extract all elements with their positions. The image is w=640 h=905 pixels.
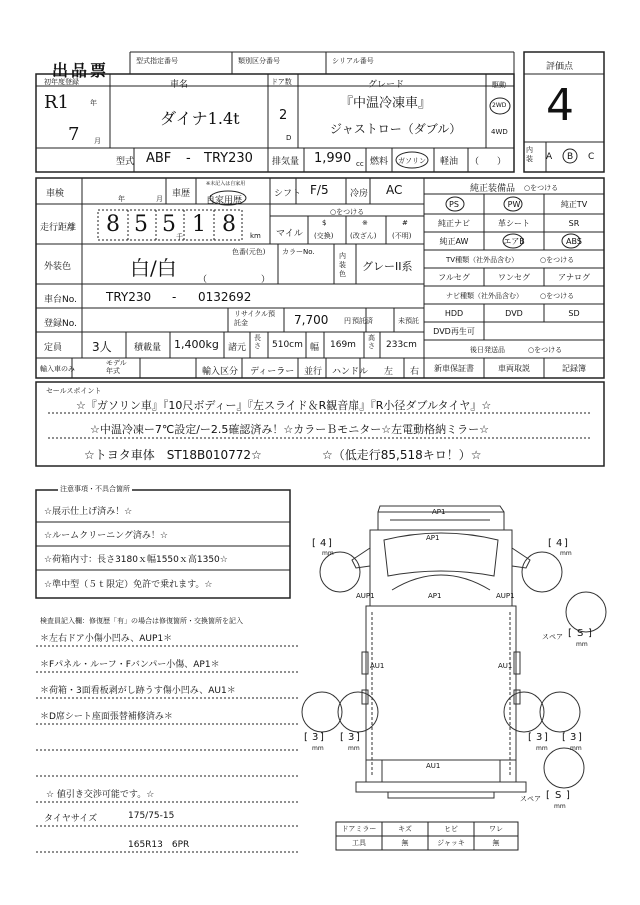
- mileage-digit: 8: [106, 212, 120, 237]
- type-label: 型式: [116, 157, 135, 167]
- model-designation-label: 型式指定番号: [136, 57, 178, 65]
- equipment-item: PW: [507, 199, 521, 209]
- ac-value: AC: [386, 183, 403, 197]
- displacement-value: 1,990: [314, 151, 352, 166]
- type-prefix: ABF: [146, 151, 172, 166]
- length-value: 510cm: [272, 340, 303, 350]
- tread-unit: mm: [536, 745, 548, 752]
- drive-4wd: 4WD: [491, 128, 508, 136]
- legend-cell: 無: [401, 839, 409, 847]
- chassis-label: 車台No.: [44, 295, 77, 305]
- tread-unit: mm: [312, 745, 324, 752]
- history-note: ※未記入は自家用: [206, 181, 246, 187]
- grade-line1: 『中温冷凍車』: [340, 96, 432, 111]
- grade-label: グレード: [368, 80, 405, 90]
- recycle-amount: 7,700: [294, 313, 329, 327]
- spare-bracket-open: [: [546, 790, 550, 801]
- equipment-circle-note: ○をつける: [524, 184, 559, 192]
- ac-label: 冷房: [350, 189, 369, 199]
- color-code-label: 色番(元色): [232, 248, 266, 256]
- equipment-title: 純正装備品: [470, 184, 516, 194]
- form-title: 出品票: [52, 61, 110, 80]
- mileage-unknown-symbol: #: [402, 219, 408, 227]
- rating-label: 評価点: [546, 62, 574, 72]
- inspection-label: 車検: [46, 189, 65, 199]
- type-code: TRY230: [204, 151, 253, 166]
- later-title: 後日発送品: [470, 346, 505, 354]
- spare-unit: mm: [554, 803, 566, 810]
- height-label: 高さ: [368, 334, 375, 350]
- spare-label: スペア: [542, 633, 563, 641]
- navi-item: HDD: [444, 308, 464, 318]
- drive-2wd: 2WD: [492, 102, 507, 109]
- chassis-model: TRY230: [106, 290, 152, 304]
- equipment-item: 純正TV: [560, 199, 588, 209]
- mileage-mile: マイル: [276, 229, 303, 239]
- color-paren: （ ）: [198, 275, 271, 285]
- legend-cell: 無: [492, 839, 500, 847]
- legend-cell: ヒビ: [444, 825, 458, 833]
- month-unit: 月: [94, 137, 101, 145]
- mileage-digit: 5: [134, 212, 148, 237]
- equipment-item: 革シート: [498, 218, 530, 228]
- height-value: 233cm: [386, 340, 417, 350]
- recycle-unpaid: 未預託: [398, 317, 419, 325]
- navi-circle-note: ○をつける: [540, 292, 575, 300]
- exterior-label: 外装色: [44, 262, 72, 272]
- exterior-color: 白/白: [130, 256, 177, 280]
- tread-bracket-open: [: [548, 538, 552, 549]
- capacity-value: 3人: [92, 340, 112, 354]
- tv-item: アナログ: [558, 272, 590, 282]
- mileage-swap-symbol: $: [322, 219, 327, 227]
- tread-depth: 3: [536, 732, 543, 743]
- displacement-unit: cc: [356, 160, 364, 168]
- dealer-option: ディーラー: [250, 367, 295, 377]
- damage-mark: AUP1: [356, 592, 375, 600]
- notes-label: 注意事項・不具合箇所: [60, 485, 130, 493]
- damage-mark: AP1: [426, 534, 440, 542]
- mileage-unknown: (不明): [392, 232, 412, 240]
- later-circle-note: ○をつける: [528, 346, 563, 354]
- tread-bracket-close: ]: [320, 732, 324, 743]
- tv-circle-note: ○をつける: [540, 256, 575, 264]
- tread-depth: 4: [556, 538, 563, 549]
- recycle-unit: 円: [344, 317, 351, 325]
- note-line: ☆展示仕上げ済み！☆: [44, 507, 133, 517]
- inspector-label: 検査員記入欄：修復歴「有」の場合は修復箇所・交換箇所を記入: [40, 617, 243, 625]
- sales-point-line: ☆『ガソリン車』『10尺ボディー』『左スライド＆R観音扉』『R小径ダブルタイヤ』☆: [76, 399, 492, 412]
- handle-right: 右: [410, 367, 420, 377]
- chassis-dash: -: [172, 290, 177, 304]
- fuel-diesel: 軽油: [440, 157, 459, 167]
- handle-label: ハンドル: [332, 367, 369, 377]
- tread-depth: 3: [348, 732, 355, 743]
- tv-item: フルセグ: [438, 272, 470, 282]
- doors-label: ドア数: [271, 78, 292, 86]
- note-line: ☆準中型（５ｔ限定）免許で乗れます。☆: [44, 580, 213, 590]
- legend-cell: ジャッキ: [437, 839, 465, 847]
- interior-color-label: 内装色: [339, 252, 346, 278]
- note-line: ☆ルームクリーニング済み！☆: [44, 531, 168, 541]
- first-reg-month: 7: [68, 124, 80, 145]
- mileage-digit: 5: [162, 212, 176, 237]
- damage-mark: AP1: [428, 592, 442, 600]
- sales-point-line: ☆中温冷凍ー7℃設定/ー2.5確認済み！☆カラーＢモニター☆左電動格納ミラー☆: [90, 423, 489, 436]
- note-line: ☆荷箱内寸：長さ3180ｘ幅1550ｘ高1350☆: [44, 555, 228, 565]
- width-value: 169m: [330, 340, 356, 350]
- tread-unit: mm: [570, 745, 582, 752]
- fuel-label: 燃料: [370, 157, 389, 167]
- fuel-gasoline: ガソリン: [398, 157, 426, 165]
- serial-label: シリアル番号: [332, 57, 374, 65]
- category-label: 類別区分番号: [238, 57, 280, 65]
- spare-label: スペア: [520, 795, 541, 803]
- inspector-line: ＊Fパネル・ルーフ・Fバンパー小傷、AP1＊: [40, 660, 220, 670]
- damage-mark: AUP1: [496, 592, 515, 600]
- model-year-label: モデル年式: [106, 359, 127, 375]
- year-unit: 年: [90, 99, 97, 107]
- displacement-label: 排気量: [272, 157, 300, 167]
- history-label: 車歴: [172, 189, 191, 199]
- tread-bracket-open: [: [528, 732, 532, 743]
- tread-bracket-close: ]: [544, 732, 548, 743]
- reg-label: 登録No.: [44, 319, 77, 329]
- interior-label: 内装: [526, 146, 533, 163]
- equipment-item: 純正AW: [439, 236, 469, 246]
- navi-item: DVD: [505, 308, 523, 318]
- first-reg-era: R1: [44, 92, 70, 113]
- tread-unit: mm: [322, 550, 334, 557]
- mileage-unit: km: [250, 232, 261, 240]
- mileage-label: 走行距離: [40, 223, 77, 233]
- color-no-label: カラーNo.: [282, 248, 315, 256]
- sales-point-line: ☆（低走行85,518キロ！）☆: [322, 448, 482, 462]
- inspector-line: ＊荷箱・3面看板剥がし跡うす傷小凹み、AU1＊: [40, 686, 236, 696]
- legend-cell: 工具: [352, 839, 366, 847]
- spare-bracket-close: ]: [566, 790, 570, 801]
- tread-bracket-close: ]: [356, 732, 360, 743]
- sales-point-line: ☆トヨタ車体 ST18B010772☆: [84, 448, 262, 462]
- later-item: 記録簿: [562, 363, 586, 373]
- tread-depth: 3: [312, 732, 319, 743]
- interior-b: B: [567, 152, 574, 162]
- capacity-label: 定員: [44, 343, 63, 353]
- handle-left: 左: [384, 367, 394, 377]
- type-dash: -: [186, 151, 191, 166]
- later-item: 新車保証書: [434, 363, 474, 373]
- later-item: 車両取説: [498, 363, 530, 373]
- navi-item: SD: [568, 308, 580, 318]
- equipment-item: PS: [449, 199, 459, 209]
- legend-cell: キズ: [398, 825, 412, 833]
- dvd-label: DVD再生可: [433, 326, 475, 336]
- tire-size-2: 165R13 6PR: [128, 840, 190, 850]
- damage-mark: AU1: [498, 662, 513, 670]
- shift-value: F/5: [310, 183, 329, 197]
- sales-points-label: セールスポイント: [46, 387, 102, 395]
- drive-label: 駆動: [492, 81, 506, 89]
- width-label: 幅: [310, 343, 320, 353]
- inspection-year: 年: [118, 195, 125, 203]
- spare-bracket-open: [: [568, 628, 572, 639]
- mileage-swap: (交換): [314, 232, 334, 240]
- recycle-label: リサイクル預託金: [234, 310, 276, 327]
- navi-title: ナビ種類（社外品含む）: [446, 292, 523, 300]
- tire-label: タイヤサイズ: [44, 814, 98, 824]
- chassis-no: 0132692: [198, 290, 252, 304]
- first-reg-label: 初年度登録: [44, 78, 79, 86]
- tread-bracket-open: [: [340, 732, 344, 743]
- tread-bracket-close: ]: [328, 538, 332, 549]
- tread-bracket-open: [: [304, 732, 308, 743]
- tread-unit: mm: [348, 745, 360, 752]
- equipment-item: エアB: [503, 236, 525, 246]
- shift-label: シフト: [274, 189, 302, 199]
- tread-depth: 3: [570, 732, 577, 743]
- tread-unit: mm: [560, 550, 572, 557]
- length-label: 長さ: [254, 334, 261, 350]
- mileage-digit: 1: [192, 212, 206, 237]
- spare-value: S: [555, 790, 562, 801]
- dims-label: 諸元: [228, 343, 247, 353]
- spare-value: S: [577, 628, 584, 639]
- tv-item: ワンセグ: [498, 272, 530, 282]
- history-value: 自家用歴: [206, 196, 243, 206]
- doors-value: 2: [279, 108, 288, 123]
- spare-unit: mm: [576, 641, 588, 648]
- equipment-item: ABS: [566, 236, 582, 246]
- discount-line: ☆ 値引き交渉可能です。☆: [46, 790, 155, 800]
- interior-c: C: [588, 152, 595, 162]
- damage-mark: AU1: [426, 762, 441, 770]
- mileage-thousand: 千: [176, 233, 183, 241]
- inspection-month: 月: [156, 195, 163, 203]
- recycle-paid: 預託済: [352, 317, 373, 325]
- legend-cell: ワレ: [489, 825, 503, 833]
- tread-bracket-open: [: [562, 732, 566, 743]
- spare-bracket-close: ]: [588, 628, 592, 639]
- door-type: D: [286, 134, 292, 142]
- inspector-line: ＊左右ドア小傷小凹み、AUP1＊: [40, 634, 173, 644]
- damage-mark: AU1: [370, 662, 385, 670]
- rating-value: 4: [546, 80, 574, 131]
- import-label: 輸入車のみ: [40, 365, 75, 373]
- tread-bracket-close: ]: [578, 732, 582, 743]
- interior-color: グレーII系: [362, 260, 413, 273]
- inspector-line: ＊D席シート座面張替補修済み＊: [40, 712, 173, 722]
- equipment-item: SR: [568, 218, 580, 228]
- mileage-digit: 8: [222, 212, 236, 237]
- tv-title: TV種類（社外品含む）: [446, 256, 519, 264]
- fuel-other: （ ）: [470, 157, 507, 167]
- legend-cell: ドアミラー: [341, 825, 377, 833]
- tread-bracket-open: [: [312, 538, 316, 549]
- interior-a: A: [546, 152, 553, 162]
- mileage-tamper-symbol: ※: [362, 219, 368, 227]
- parallel-option: 並行: [304, 367, 323, 377]
- load-value: 1,400kg: [174, 338, 219, 351]
- equipment-item: 純正ナビ: [438, 218, 470, 228]
- tread-bracket-close: ]: [564, 538, 568, 549]
- damage-mark: AP1: [432, 508, 446, 516]
- mileage-circle-note: ○をつける: [330, 208, 365, 216]
- tire-size-1: 175/75-15: [128, 811, 175, 821]
- car-name-label: 車名: [170, 80, 189, 90]
- tread-depth: 4: [320, 538, 327, 549]
- import-type-label: 輸入区分: [202, 367, 239, 377]
- load-label: 積載量: [134, 343, 162, 353]
- mileage-tamper: (改ざん): [350, 232, 377, 240]
- grade-line2: ジャストロー（ダブル）: [330, 122, 462, 136]
- car-name: ダイナ1.4t: [160, 109, 240, 128]
